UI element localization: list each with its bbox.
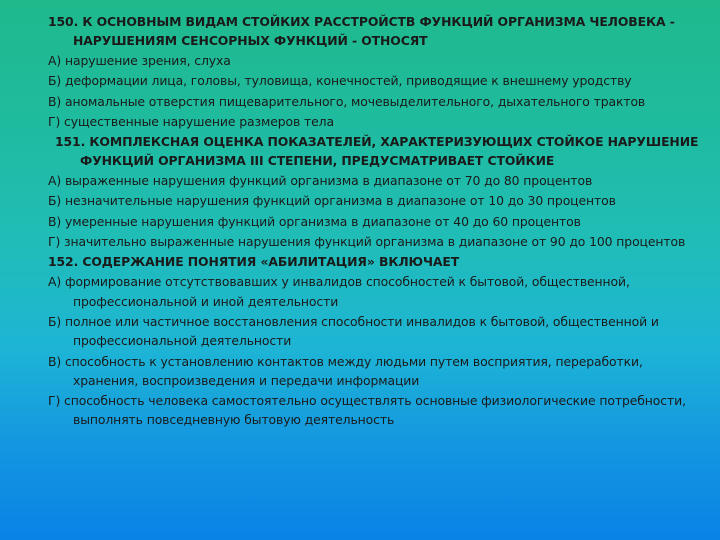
question-151 xyxy=(48,132,706,251)
answer-options xyxy=(48,272,706,429)
answer-option-c: В) аномальные отверстия пищеварительного, мочевыделительного, дыхательного трактов xyxy=(48,93,646,109)
question-title: 150. К ОСНОВНЫМ ВИДАМ СТОЙКИХ РАССТРОЙСТВ ФУНКЦИЙ ОРГАНИЗМА ЧЕЛОВЕКА - НАРУШЕНИЯМ СЕНСОРНЫХ ФУНКЦИЙ - ОТНОСЯТ xyxy=(48,14,675,48)
question-150 xyxy=(48,12,706,131)
answer-option-c: В) умеренные нарушения функций организма в диапазоне от 40 до 60 процентов xyxy=(48,213,581,229)
question-152 xyxy=(48,252,706,429)
answer-options xyxy=(48,171,706,251)
answer-option-a: А) выраженные нарушения функций организма в диапазоне от 70 до 80 процентов xyxy=(48,173,593,189)
answer-option-a: А) нарушение зрения, слуха xyxy=(48,53,231,68)
question-title: 152. СОДЕРЖАНИЕ ПОНЯТИЯ «АБИЛИТАЦИЯ» ВКЛЮЧАЕТ xyxy=(48,254,460,270)
question-title: 151. КОМПЛЕКСНАЯ ОЦЕНКА ПОКАЗАТЕЛЕЙ, ХАРАКТЕРИЗУЮЩИХ СТОЙКОЕ НАРУШЕНИЕ ФУНКЦИЙ ОРГАНИЗМА III СТЕПЕНИ, ПРЕДУСМАТРИВАЕТ СТОЙКИЕ xyxy=(55,134,699,169)
answer-option-a: А) формирование отсутствовавших у инвалидов способностей к бытовой, общественной, профессиональной и иной деятельности xyxy=(48,274,630,309)
answer-option-b: Б) полное или частичное восстановления способности инвалидов к бытовой, общественной и профессиональной деятельности xyxy=(48,313,659,349)
answer-option-b: Б) незначительные нарушения функций организма в диапазоне от 10 до 30 процентов xyxy=(48,193,616,209)
answer-option-b: Б) деформации лица, головы, туловища, конечностей, приводящие к внешнему уродству xyxy=(48,73,632,89)
answer-option-d: Г) способность человека самостоятельно осуществлять основные физиологические потребности, выполнять повседневную бытовую деятельность xyxy=(48,393,686,428)
answer-option-d: Г) существенные нарушение размеров тела xyxy=(48,113,334,129)
answer-option-d: Г) значительно выраженные нарушения функций организма в диапазоне от 90 до 100 процентов xyxy=(48,234,686,250)
answer-options xyxy=(48,51,706,131)
answer-option-c: В) способность к установлению контактов между людьми путем восприятия, переработки, хранения, воспроизведения и передачи информации xyxy=(48,353,643,388)
